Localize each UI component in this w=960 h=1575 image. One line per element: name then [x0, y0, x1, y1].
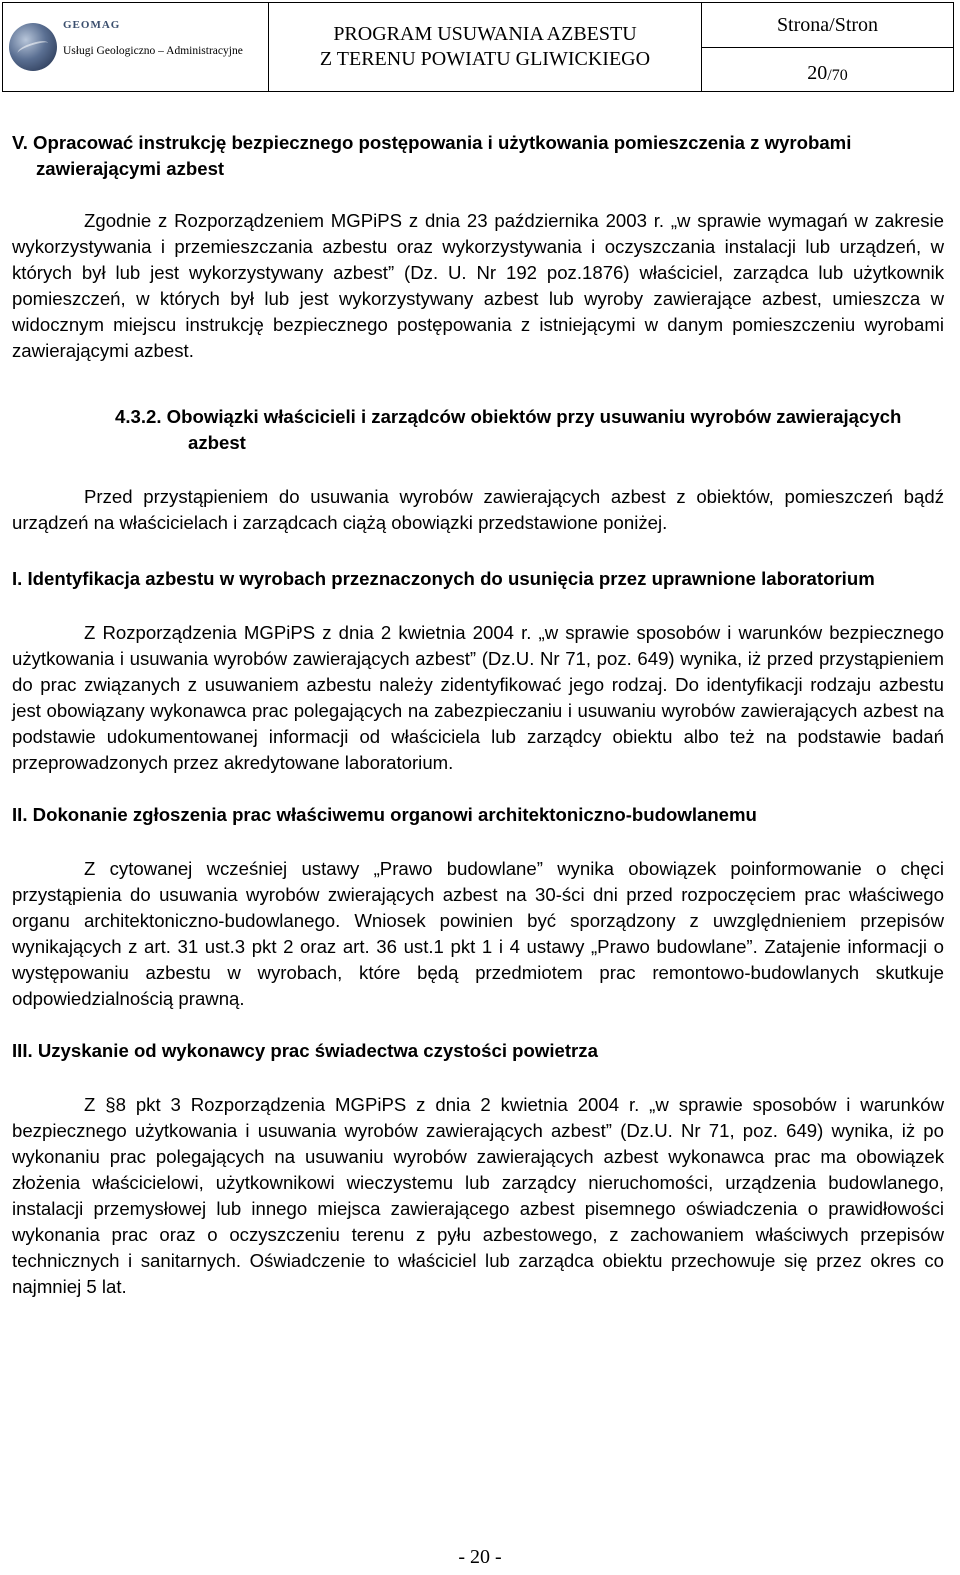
logo-subtitle: Usługi Geologiczno – Administracyjne — [63, 45, 243, 57]
page-counter-label: Strona/Stron — [702, 3, 953, 48]
section-ii-text: Z cytowanej wcześniej ustawy „Prawo budowlane” wynika obowiązek poinformowanie o chęci przystąpienia do usuwania wyrobów zwierających azbest na 30-ści dni przed rozpoczęciem prac właściwego organu architektoniczno-budowlanego. Wniosek powinien być sporządzony z uwzględnieniem przepisów wynikających z art. 31 ust.3 pkt 2 oraz art. 36 ust.1 pkt 1 i 4 ustawy „Prawo budowlane”. Zatajenie informacji o występowaniu azbestu w wyrobach, które będą przedmiotem prac remontowo-budowlanych skutkuje odpowiedzialnością prawną. — [12, 858, 944, 1009]
section-432-heading: 4.3.2. Obowiązki właścicieli i zarządców obiektów przy usuwaniu wyrobów zawierających azbest — [115, 406, 902, 453]
logo-name: GEOMAG — [63, 19, 121, 31]
document-body — [12, 130, 944, 1300]
section-432-text: Przed przystąpieniem do usuwania wyrobów zawierających azbest z obiektów, pomieszczeń bądź urządzeń na właścicielach i zarządcach ciążą obowiązki przedstawione poniżej. — [12, 486, 944, 533]
company-logo — [3, 3, 269, 91]
document-title — [269, 3, 702, 91]
section-v-text: Zgodnie z Rozporządzeniem MGPiPS z dnia 23 października 2003 r. „w sprawie wymagań w zakresie wykorzystywania i przemieszczania azbestu oraz wykorzystywania i oczyszczania instalacji lub urządzeń, w których był lub jest wykorzystywany azbest” (Dz. U. Nr 192 poz.1876) właściciel, zarządca lub użytkownik pomieszczeń, w których był lub jest wykorzystywany azbest lub wyroby zawierające azbest, umieszcza w widocznym miejscu instrukcję bezpiecznego postępowania z istniejącymi w danym pomieszczeniu wyrobami zawierającymi azbest. — [12, 210, 944, 361]
document-title-line1: PROGRAM USUWANIA AZBESTU — [333, 23, 637, 45]
section-i-heading: I. Identyfikacja azbestu w wyrobach przeznaczonych do usunięcia przez uprawnione laboratorium — [12, 568, 875, 589]
section-i-text: Z Rozporządzenia MGPiPS z dnia 2 kwietnia 2004 r. „w sprawie sposobów i warunków bezpiecznego użytkowania i usuwania wyrobów zawierających azbest” (Dz.U. Nr 71, poz. 649) wynika, iż przed przystąpieniem do prac związanych z usuwaniem azbestu należy zidentyfikować jego rodzaj. Do identyfikacji rodzaju azbestu jest obowiązany wykonawca prac polegających na zabezpieczaniu i usuwaniu wyrobów zawierających azbest na podstawie udokumentowanej informacji od właściciela lub zarządcy obiektu albo też na podstawie badań przeprowadzonych przez akredytowane laboratorium. — [12, 622, 944, 773]
document-title-line2: Z TERENU POWIATU GLIWICKIEGO — [319, 48, 651, 70]
page-counter — [702, 3, 953, 91]
section-iii-text: Z §8 pkt 3 Rozporządzenia MGPiPS z dnia 2 kwietnia 2004 r. „w sprawie sposobów i warunków bezpiecznego użytkowania i usuwania wyrobów zawierających azbest” (Dz.U. Nr 71, poz. 649) wynika, iż po wykonaniu prac polegających na usuwaniu wyrobów zawierających azbest wykonawca prac ma obowiązek złożenia właścicielowi, użytkownikowi wieczystemu lub zarządcy nieruchomości, urządzenia budowlanego, instalacji przemysłowej lub innego miejsca zawierającego azbest pisemnego oświadczenia o prawidłowości wykonania prac oraz o oczyszczeniu terenu z pyłu azbestowego, z zachowaniem właściwych przepisów technicznych i sanitarnych. Oświadczenie to właściciel lub zarządca obiektu przechowuje się przez okres co najmniej 5 lat. — [12, 1094, 944, 1297]
section-v-heading: V. Opracować instrukcję bezpiecznego postępowania i użytkowania pomieszczenia z wyrobami zawierającymi azbest — [12, 132, 852, 179]
page-header — [2, 2, 954, 92]
page-total: /70 — [827, 67, 848, 84]
section-ii-heading: II. Dokonanie zgłoszenia prac właściwemu organowi architektoniczno-budowlanemu — [12, 804, 757, 825]
page-counter-value — [702, 48, 953, 91]
section-iii-heading: III. Uzyskanie od wykonawcy prac świadectwa czystości powietrza — [12, 1040, 598, 1061]
globe-icon — [9, 23, 57, 71]
footer-page-number: - 20 - — [458, 1546, 502, 1568]
page-current: 20 — [807, 62, 828, 84]
